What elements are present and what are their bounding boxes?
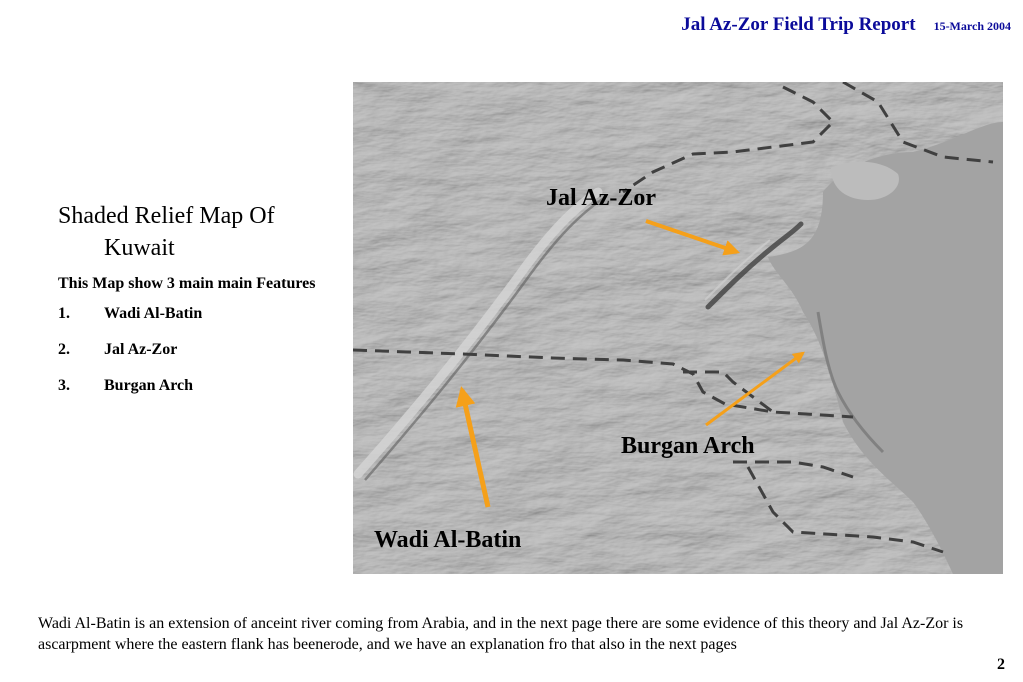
list-item-label: Wadi Al-Batin — [104, 305, 203, 322]
list-item-number: 2. — [58, 341, 70, 358]
list-item — [58, 302, 348, 338]
map-description — [58, 200, 348, 410]
map-caption: Wadi Al-Batin is an extension of anceint river coming from Arabia, and in the next page there are some evidence of this theory and Jal Az-Zor is ascarpment where the eastern flank has beenerode, and we have an explanation fro that also in the next pages — [38, 615, 964, 653]
list-item-label: Jal Az-Zor — [104, 341, 178, 358]
feature-list — [58, 302, 348, 410]
burgan-arch-label: Burgan Arch — [621, 433, 755, 459]
page-number: 2 — [997, 656, 1005, 673]
list-item — [58, 374, 348, 410]
list-item-number: 1. — [58, 305, 70, 322]
wadi-al-batin-label: Wadi Al-Batin — [374, 527, 522, 553]
jal-az-zor-label: Jal Az-Zor — [546, 185, 656, 211]
list-item — [58, 338, 348, 374]
relief-map-graphic — [353, 82, 1003, 574]
list-item-number: 3. — [58, 377, 70, 394]
map-heading: Shaded Relief Map Of Kuwait — [58, 203, 275, 261]
report-date: 15-March 2004 — [933, 19, 1011, 33]
list-item-label: Burgan Arch — [104, 377, 194, 394]
report-title: Jal Az-Zor Field Trip Report — [681, 14, 916, 35]
report-header — [681, 14, 1011, 36]
map-subheading: This Map show 3 main main Features — [58, 275, 316, 292]
relief-map — [353, 82, 1003, 574]
